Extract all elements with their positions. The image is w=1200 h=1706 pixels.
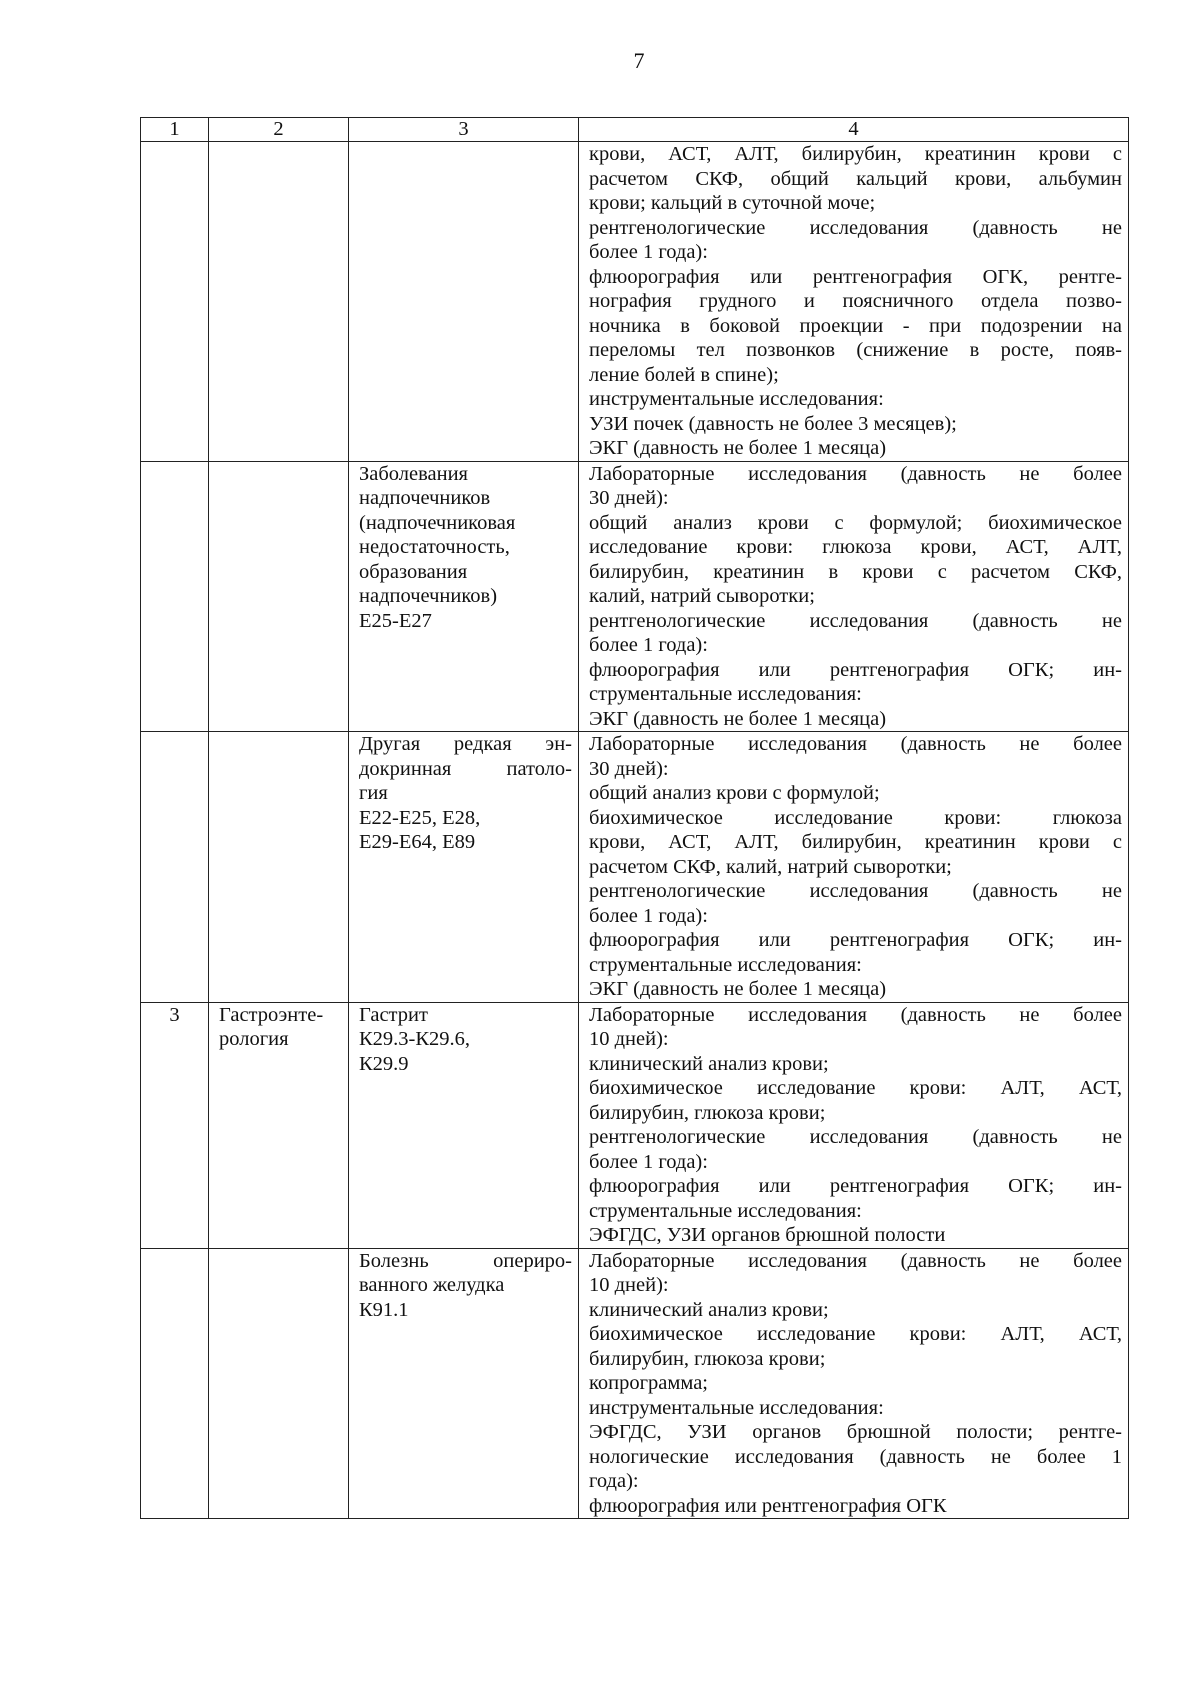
examination-line: крови, АСТ, АЛТ, билирубин, креатинин крови с [589, 831, 1122, 853]
examination-line: Лабораторные исследования (давность не более [589, 1003, 1122, 1026]
examination-line: копрограмма; [589, 1372, 708, 1394]
profile-cell: Гастроэнте- рология [209, 1002, 349, 1248]
examination-line: флюорография или рентгенография ОГК [589, 1494, 947, 1517]
examinations-cell [579, 461, 1129, 732]
examination-line: исследование крови: глюкоза крови, АСТ, АЛТ, [589, 536, 1122, 558]
diagnosis-line: Е29-Е64, Е89 [359, 831, 476, 853]
examination-line: струментальные исследования: [589, 1199, 862, 1222]
examination-line: флюорография или рентгенография ОГК; ин- [589, 1175, 1122, 1197]
row-number-cell [141, 732, 209, 1003]
examination-line: общий анализ крови с формулой; [589, 782, 880, 804]
examination-line: нография грудного и поясничного отдела позво- [589, 290, 1122, 312]
examination-line: Лабораторные исследования (давность не более [589, 462, 1122, 485]
examination-line: ЭКГ (давность не более 1 месяца) [589, 437, 887, 459]
examination-line: рентгенологические исследования (давность не [589, 880, 1122, 902]
diagnosis-line: надпочечников [359, 487, 491, 509]
examination-line: биохимическое исследование крови: АЛТ, АСТ, [589, 1077, 1122, 1099]
diagnosis-line: ванного желудка [359, 1274, 505, 1296]
diagnosis-line: надпочечников) [359, 585, 498, 607]
header-cell-3: 3 [349, 118, 579, 142]
table-row [141, 461, 1129, 732]
examination-line: крови, АСТ, АЛТ, билирубин, креатинин крови с [589, 143, 1122, 165]
examinations-cell [579, 142, 1129, 462]
examination-line: ЭКГ (давность не более 1 месяца) [589, 707, 887, 730]
diagnosis-line: К29.3-К29.6, [359, 1028, 471, 1050]
diagnosis-line: Заболевания [359, 462, 468, 485]
diagnosis-line: К91.1 [359, 1298, 409, 1321]
diagnosis-line: Другая редкая эн- [359, 733, 572, 755]
examinations-cell [579, 1002, 1129, 1248]
examinations-cell [579, 1248, 1129, 1519]
examination-line: расчетом СКФ, калий, натрий сыворотки; [589, 855, 952, 878]
header-cell-4: 4 [579, 118, 1129, 142]
examination-line: ЭФГДС, УЗИ органов брюшной полости [589, 1224, 946, 1246]
examination-line: ночника в боковой проекции - при подозрении на [589, 314, 1122, 337]
examination-line: более 1 года): [589, 241, 708, 263]
diagnosis-line: К29.9 [359, 1052, 409, 1075]
diagnosis-cell [349, 1002, 579, 1248]
profile-cell [209, 461, 349, 732]
diagnosis-cell [349, 1248, 579, 1519]
diagnosis-line: докринная патоло- [359, 757, 572, 780]
profile-cell [209, 142, 349, 462]
profile-cell [209, 1248, 349, 1519]
examination-line: 10 дней): [589, 1274, 669, 1296]
diagnosis-line: образования [359, 560, 468, 583]
diagnosis-cell [349, 461, 579, 732]
examination-line: общий анализ крови с формулой; биохимическое [589, 511, 1122, 534]
examination-line: инструментальные исследования: [589, 388, 884, 410]
examination-line: клинический анализ крови; [589, 1298, 829, 1321]
table-row [141, 142, 1129, 462]
examination-line: билирубин, глюкоза крови; [589, 1101, 826, 1124]
examination-line: ЭФГДС, УЗИ органов брюшной полости; рентге- [589, 1421, 1122, 1443]
requirements-table [140, 117, 1129, 1519]
row-number-cell: 3 [141, 1002, 209, 1248]
header-cell-2: 2 [209, 118, 349, 142]
examination-line: рентгенологические исследования (давность не [589, 216, 1122, 239]
examination-line: ление болей в спине); [589, 363, 779, 386]
examination-line: билирубин, глюкоза крови; [589, 1347, 826, 1370]
examination-line: 30 дней): [589, 487, 669, 509]
examination-line: клинический анализ крови; [589, 1052, 829, 1075]
examination-line: Лабораторные исследования (давность не более [589, 733, 1122, 755]
diagnosis-cell [349, 142, 579, 462]
examination-line: года): [589, 1470, 639, 1492]
row-number-cell [141, 1248, 209, 1519]
examination-line: Лабораторные исследования (давность не более [589, 1249, 1122, 1272]
table-row [141, 732, 1129, 1003]
examination-line: флюорография или рентгенография ОГК, рентге- [589, 265, 1122, 288]
examination-line: 30 дней): [589, 757, 669, 780]
table-header-row [141, 118, 1129, 142]
examination-line: переломы тел позвонков (снижение в росте, появ- [589, 339, 1122, 361]
examination-line: калий, натрий сыворотки; [589, 585, 815, 607]
examination-line: крови; кальций в суточной моче; [589, 192, 876, 214]
examination-line: инструментальные исследования: [589, 1396, 884, 1419]
examination-line: 10 дней): [589, 1028, 669, 1050]
examination-line: более 1 года): [589, 904, 708, 927]
examinations-cell [579, 732, 1129, 1003]
examination-line: флюорография или рентгенография ОГК; ин- [589, 658, 1122, 681]
row-number-cell [141, 142, 209, 462]
examination-line: расчетом СКФ, общий кальций крови, альбумин [589, 167, 1122, 190]
examination-line: рентгенологические исследования (давность не [589, 1126, 1122, 1148]
examination-line: более 1 года): [589, 1150, 708, 1173]
examination-line: билирубин, креатинин в крови с расчетом СКФ, [589, 560, 1122, 583]
diagnosis-line: гия [359, 782, 388, 804]
page-number: 7 [633, 48, 645, 73]
diagnosis-line: недостаточность, [359, 536, 510, 558]
diagnosis-line: Гастрит [359, 1003, 428, 1026]
examination-line: ЭКГ (давность не более 1 месяца) [589, 978, 887, 1000]
examination-line: биохимическое исследование крови: АЛТ, АСТ, [589, 1323, 1122, 1345]
examination-line: биохимическое исследование крови: глюкоза [589, 806, 1122, 829]
diagnosis-line: Болезнь опериро- [359, 1249, 572, 1272]
diagnosis-line: (надпочечниковая [359, 511, 516, 534]
examination-line: более 1 года): [589, 634, 708, 656]
examination-line: флюорография или рентгенография ОГК; ин- [589, 929, 1122, 951]
examination-line: струментальные исследования: [589, 953, 862, 976]
examination-line: нологические исследования (давность не более 1 [589, 1445, 1122, 1468]
row-number-cell [141, 461, 209, 732]
diagnosis-line: Е22-Е25, Е28, [359, 806, 481, 829]
diagnosis-cell [349, 732, 579, 1003]
table-row [141, 1002, 1129, 1248]
examination-line: струментальные исследования: [589, 683, 862, 705]
diagnosis-line: Е25-Е27 [359, 609, 432, 632]
table-row [141, 1248, 1129, 1519]
header-cell-1: 1 [141, 118, 209, 142]
profile-cell [209, 732, 349, 1003]
examination-line: УЗИ почек (давность не более 3 месяцев); [589, 412, 957, 435]
examination-line: рентгенологические исследования (давность не [589, 609, 1122, 632]
